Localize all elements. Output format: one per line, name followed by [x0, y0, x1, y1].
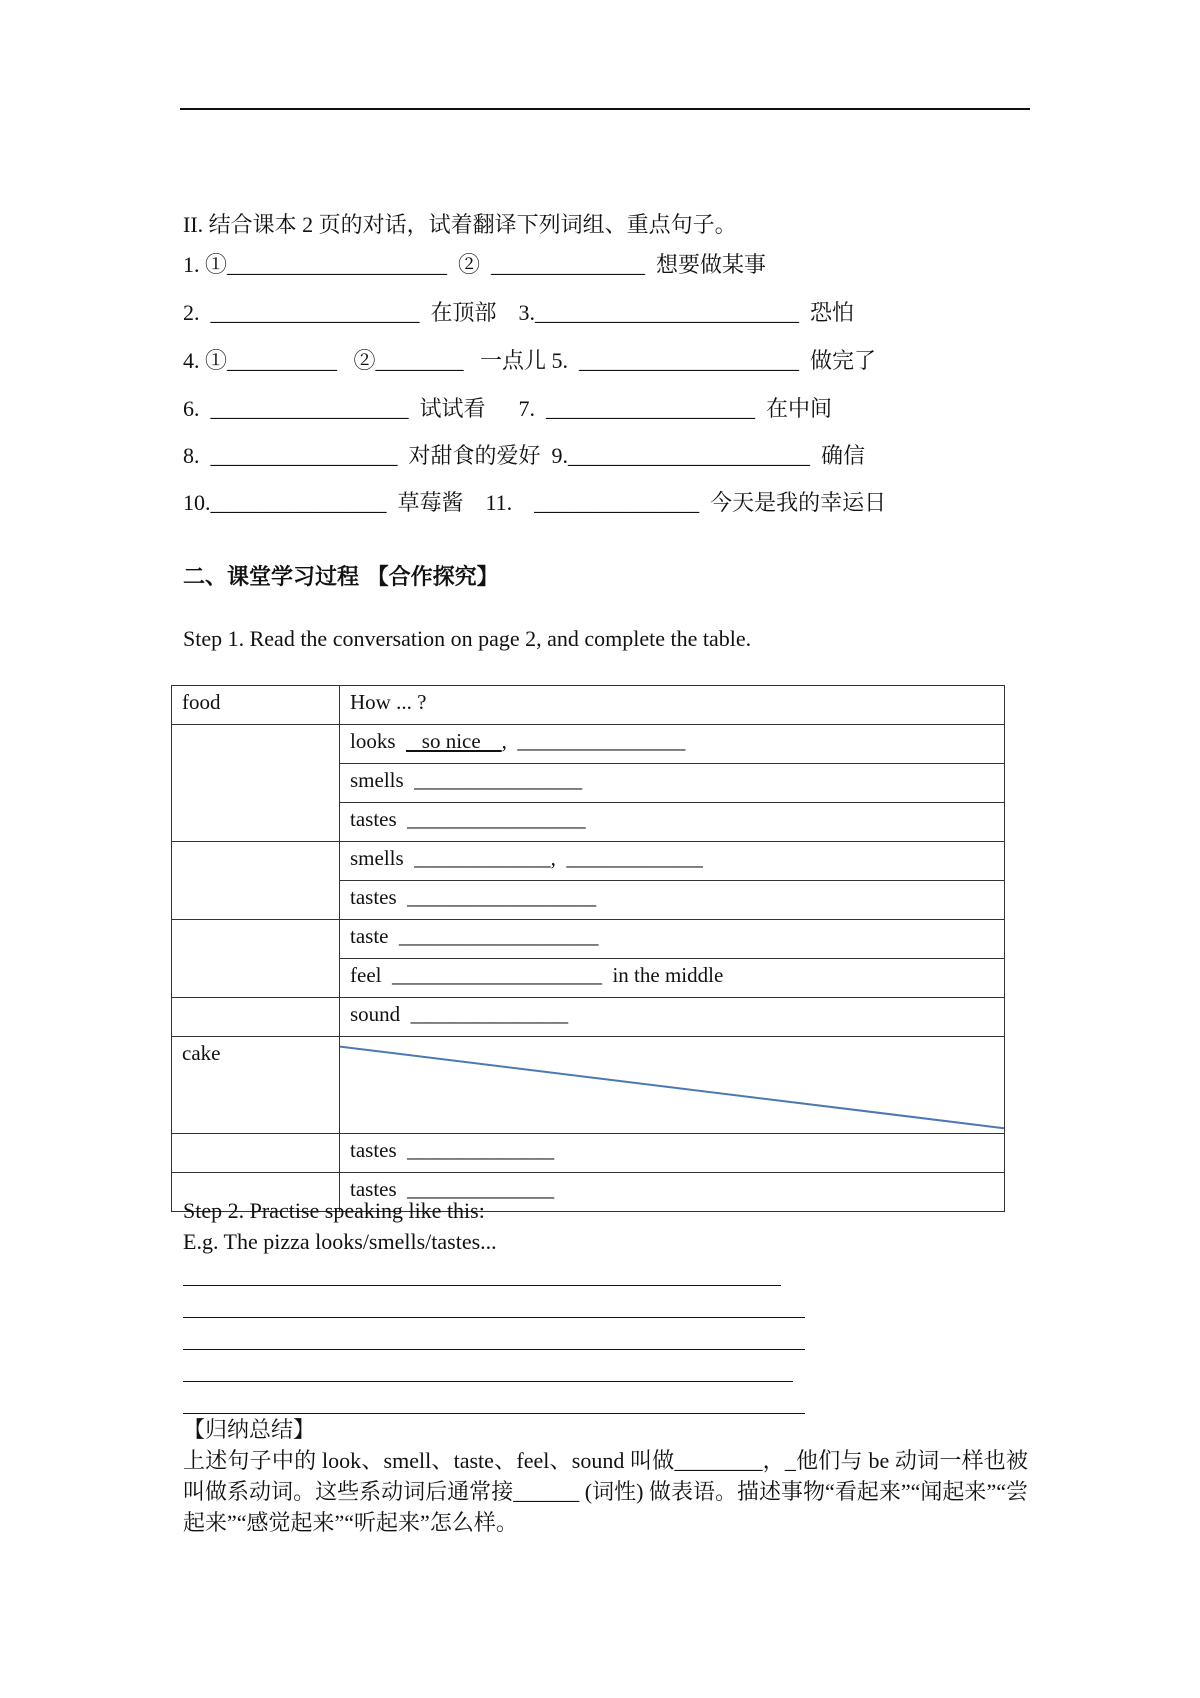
header-how: How ... ? — [340, 686, 1005, 725]
table-row — [172, 725, 1005, 764]
header-food: food — [172, 686, 340, 725]
food-cell — [172, 842, 340, 920]
table-row — [172, 1037, 1005, 1134]
row-looks — [340, 725, 1005, 764]
table-row — [172, 920, 1005, 959]
looks-blank: , ________________ — [501, 729, 686, 753]
summary-heading: 【归纳总结】 — [183, 1417, 316, 1442]
row-taste: taste ___________________ — [340, 920, 1005, 959]
translation-line-5: 8. _________________ 对甜食的爱好 9.______________________ 确信 — [183, 443, 866, 468]
table-row — [172, 998, 1005, 1037]
row-sound: sound _______________ — [340, 998, 1005, 1037]
step2-example: E.g. The pizza looks/smells/tastes... — [183, 1229, 497, 1254]
translation-line-3: 4. ①__________ ②________ 一点儿 5. ____________________ 做完了 — [183, 348, 877, 373]
header-rule — [180, 108, 1030, 110]
step2-title: Step 2. Practise speaking like this: — [183, 1198, 485, 1223]
summary-text: 上述句子中的 look、smell、taste、feel、sound 叫做________，_他们与 be 动词一样也被叫做系动词。这些系动词后通常接______ (词性) 做表语。描述事物“看起来”“闻起来”“尝起来”“感觉起来”“听起来”怎么样。 — [183, 1448, 1028, 1535]
row-tastes-2: tastes __________________ — [340, 881, 1005, 920]
answer-line — [183, 1350, 793, 1382]
crossed-out-cell — [340, 1037, 1005, 1134]
translation-line-2: 2. ___________________ 在顶部 3.________________________ 恐怕 — [183, 300, 855, 325]
looks-answer: so nice — [406, 729, 502, 753]
class-process-heading: 二、课堂学习过程 【合作探究】 — [183, 565, 499, 590]
answer-line — [183, 1286, 805, 1318]
row-smells-2: smells _____________, _____________ — [340, 842, 1005, 881]
row-tastes-3: tastes ______________ — [340, 1134, 1005, 1173]
answer-lines — [183, 1254, 805, 1414]
table-header-row — [172, 686, 1005, 725]
summary-section — [183, 1414, 1028, 1538]
answer-line — [183, 1318, 805, 1350]
looks-label: looks — [350, 729, 407, 753]
row-tastes: tastes _________________ — [340, 803, 1005, 842]
row-tastes-4: tastes ______________ — [340, 1173, 1005, 1212]
food-table — [171, 685, 1005, 1212]
answer-line — [183, 1254, 781, 1286]
table-row — [172, 842, 1005, 881]
row-feel: feel ____________________ in the middle — [340, 959, 1005, 998]
row-smells: smells ________________ — [340, 764, 1005, 803]
translation-line-1: 1. ①____________________ ② ______________ 想要做某事 — [183, 252, 767, 277]
food-cell — [172, 920, 340, 998]
translation-line-4: 6. __________________ 试试看 7. ___________________ 在中间 — [183, 396, 833, 421]
food-cake: cake — [172, 1037, 340, 1134]
food-cell — [172, 1134, 340, 1173]
diagonal-line — [340, 1037, 1004, 1133]
food-cell — [172, 725, 340, 842]
answer-line — [183, 1382, 805, 1414]
food-cell — [172, 998, 340, 1037]
section-intro: II. 结合课本 2 页的对话，试着翻译下列词组、重点句子。 — [183, 212, 737, 237]
translation-line-6: 10.________________ 草莓酱 11. _______________ 今天是我的幸运日 — [183, 490, 887, 515]
step1-instruction: Step 1. Read the conversation on page 2, and complete the table. — [183, 626, 752, 651]
table-row — [172, 1134, 1005, 1173]
